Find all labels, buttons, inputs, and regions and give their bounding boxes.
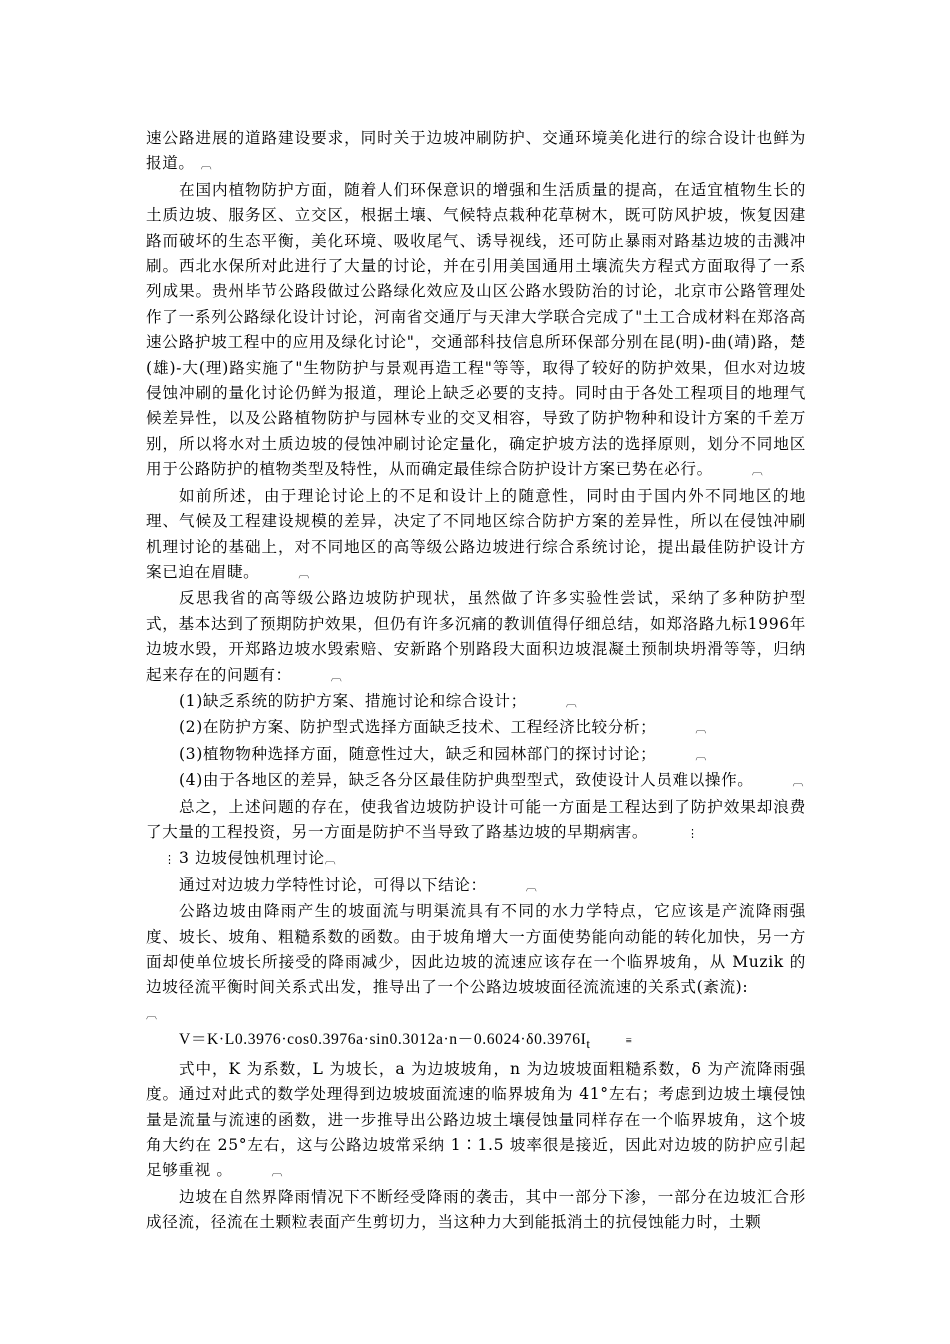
- paragraph-mark-icon: ︹: [330, 669, 342, 683]
- explanation-paragraph: 式中，K 为系数，L 为坡长，a 为边坡坡角，n 为边坡坡面粗糙系数，δ 为产流降雨强度。通过对此式的数学处理得到边坡坡面流速的临界坡角为 41°左右；考虑到边坡土壤侵蚀量是流量与流速的函数，进一步推导出公路边坡土壤侵蚀量同样存在一个临界坡角，这个坡角大约在 25°左右，这与公路边坡常采纳 1∶1.5 坡率很是接近，因此对边坡的防护应引起足够重视 。 ︹: [146, 1057, 806, 1185]
- paragraph-mark-icon: ︹: [298, 566, 310, 580]
- formula: $V=K\cdot L0.3976\cdot\cos 0.3976a\cdot\sin 0.3012a\cdot n-0.6024\cdot\delta 0.3976I_t$ ≡: [146, 1027, 806, 1057]
- section-break-icon: ⋮: [164, 853, 175, 867]
- paragraph-mark-icon: ︹: [324, 853, 336, 867]
- paragraph-mark-icon: ︹: [565, 695, 577, 709]
- section-break-icon: ⋮: [687, 826, 699, 840]
- analysis-paragraph: 公路边坡由降雨产生的坡面流与明渠流具有不同的水力学特点，它应该是产流降雨强度、坡长、坡角、粗糙系数的函数。由于坡角增大一方面使势能向动能的转化加快，另一方面却使单位坡长所接受的降雨减少，因此边坡的流速应该存在一个临界坡角，从 Muzik 的边坡径流平衡时间关系式出发，推导出了一个公路边坡坡面径流流速的关系式(紊流):: [146, 902, 806, 997]
- document-page: [146, 126, 806, 1236]
- paragraph-mark-icon: ︹: [200, 158, 212, 172]
- summary-paragraph: 总之，上述问题的存在，使我省边坡防护设计可能一方面是工程达到了防护效果却浪费了大量的工程投资，另一方面是防护不当导致了路基边坡的早期病害。 ⋮: [146, 795, 806, 847]
- paragraph-mark-icon: ︹: [146, 1007, 157, 1021]
- list-item: (2)在防护方案、防护型式选择方面缺乏技术、工程经济比较分析； ︹: [146, 715, 806, 741]
- paragraph-mark-icon: ︹: [695, 748, 707, 762]
- list-item: (4)由于各地区的差异，缺乏各分区最佳防护典型型式，致使设计人员难以操作。 ︹: [146, 768, 806, 794]
- paragraph-mark-icon: ︹: [525, 879, 537, 893]
- list-item: (1)缺乏系统的防护方案、措施讨论和综合设计； ︹: [146, 689, 806, 715]
- paragraph-mark-icon: ︹: [271, 1165, 283, 1179]
- intro-paragraph: 通过对边坡力学特性讨论，可得以下结论： ︹: [146, 873, 806, 899]
- formula-mark-icon: ≡: [625, 1035, 632, 1048]
- section-heading: ⋮ 3 边坡侵蚀机理讨论︹: [146, 846, 806, 872]
- paragraph-3: 如前所述，由于理论讨论上的不足和设计上的随意性，同时由于国内外不同地区的地理、气候及工程建设规模的差异，决定了不同地区综合防护方案的差异性，所以在侵蚀冲刷机理讨论的基础上，对不同地区的高等级公路边坡进行综合系统讨论，提出最佳防护设计方案已迫在眉睫。 ︹: [146, 484, 806, 587]
- list-item: (3)植物物种选择方面，随意性过大，缺乏和园林部门的探讨讨论； ︹: [146, 742, 806, 768]
- paragraph-2: 在国内植物防护方面，随着人们环保意识的增强和生活质量的提高，在适宜植物生长的土质边坡、服务区、立交区，根据土壤、气候特点栽种花草树木，既可防风护坡，恢复因建路而破坏的生态平衡，美化环境、吸收尾气、诱导视线，还可防止暴雨对路基边坡的击溅冲刷。西北水保所对此进行了大量的讨论，并在引用美国通用土壤流失方程式方面取得了一系列成果。贵州毕节公路段做过公路绿化效应及山区公路水毁防治的讨论，北京市公路管理处作了一系列公路绿化设计讨论，河南省交通厅与天津大学联合完成了"土工合成材料在郑洛高速公路护坡工程中的应用及绿化讨论"，交通部科技信息所环保部分别在昆(明)-曲(靖)路，楚(雄)-大(理)路实施了"生物防护与景观再造工程"等等，取得了较好的防护效果，但水对边坡侵蚀冲刷的量化讨论仍鲜为报道，理论上缺乏必要的支持。同时由于各处工程项目的地理气候差异性，以及公路植物防护与园林专业的交叉相容，导致了防护物种和设计方案的千差万别，所以将水对土质边坡的侵蚀冲刷讨论定量化，确定护坡方法的选择原则，划分不同地区用于公路防护的植物类型及特性，从而确定最佳综合防护设计方案已势在必行。 ︹: [146, 178, 806, 484]
- paragraph-4: 反思我省的高等级公路边坡防护现状，虽然做了许多实验性尝试，采纳了多种防护型式，基本达到了预期防护效果，但仍有许多沉痛的教训值得仔细总结，如郑洛路九标1996年边坡水毁，开郑路边坡水毁索赔、安新路个别路段大面积边坡混凝土预制块坍滑等等，归纳起来存在的问题有： ︹: [146, 586, 806, 689]
- paragraph-1: 速公路进展的道路建设要求，同时关于边坡冲刷防护、交通环境美化进行的综合设计也鲜为报道。 ︹: [146, 126, 806, 178]
- paragraph-mark-icon: ︹: [751, 464, 763, 478]
- paragraph-mark-icon: ︹: [792, 775, 804, 789]
- paragraph-mark-icon: ︹: [695, 722, 707, 736]
- paragraph-mark-line: [146, 1001, 806, 1027]
- closing-paragraph: 边坡在自然界降雨情况下不断经受降雨的袭击，其中一部分下渗，一部分在边坡汇合形成径流，径流在土颗粒表面产生剪切力，当这种力大到能抵消土的抗侵蚀能力时，土颗: [146, 1187, 806, 1232]
